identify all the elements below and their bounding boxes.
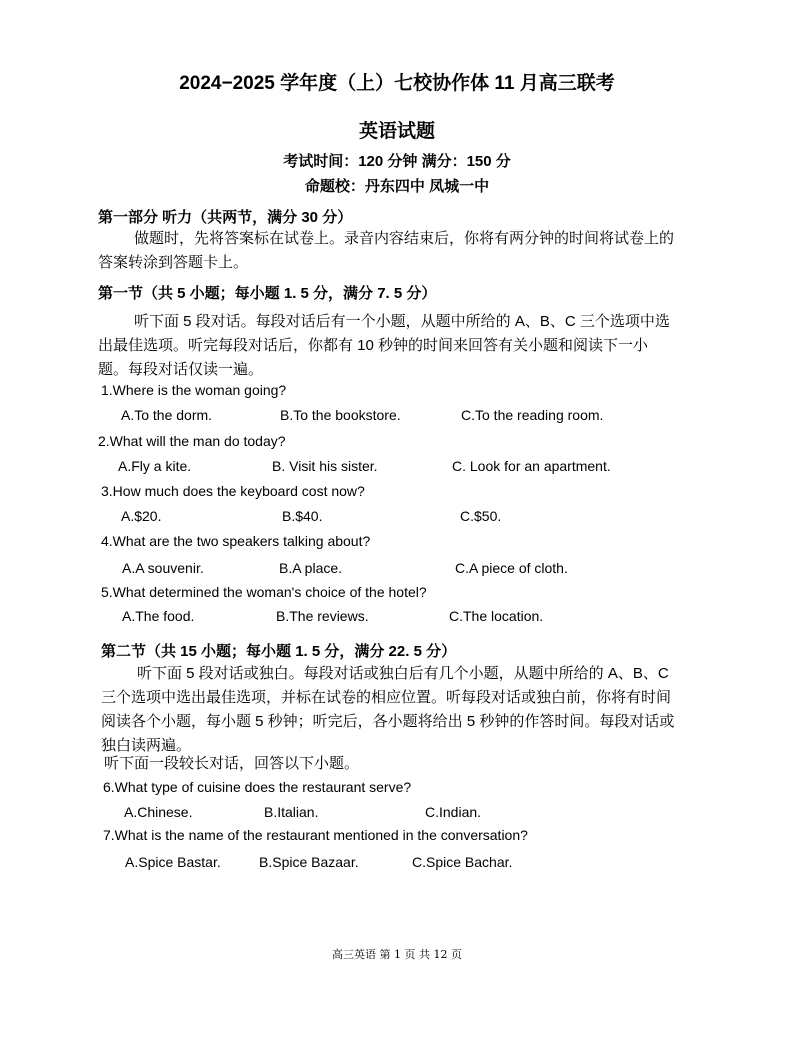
question-3: 3.How much does the keyboard cost now? [101,483,365,499]
question-4: 4.What are the two speakers talking about? [101,533,371,549]
question-1: 1.Where is the woman going? [101,382,287,398]
q3-option-c: C.$50. [460,508,502,524]
q5-option-b: B.The reviews. [276,608,369,624]
part1-heading: 第一部分 听力（共两节，满分 30 分） [98,209,353,226]
q7-option-b: B.Spice Bazaar. [259,854,359,870]
subject-title: 英语试题 [358,121,435,142]
q5-option-c: C.The location. [449,608,544,624]
question-7: 7.What is the name of the restaurant mentioned in the conversation? [103,827,528,843]
exam-title: 2024−2025 学年度（上）七校协作体 11 月高三联考 [179,73,615,94]
q7-option-a: A.Spice Bastar. [125,854,221,870]
question-2: 2.What will the man do today? [98,433,286,449]
q4-option-a: A.A souvenir. [122,560,204,576]
q1-option-a: A.To the dorm. [121,407,213,423]
section1-heading: 第一节（共 5 小题；每小题 1. 5 分，满分 7. 5 分） [98,285,437,302]
q3-option-a: A.$20. [121,508,162,524]
part1-instruction: 做题时，先将答案标在试卷上。录音内容结束后，你将有两分钟的时间将试卷上的答案转涂到答题卡上。 [98,230,675,271]
q4-option-c: C.A piece of cloth. [455,560,568,576]
section2-sub-instruction: 听下面一段较长对话，回答以下小题。 [104,755,360,772]
q3-option-b: B.$40. [282,508,323,524]
q1-option-b: B.To the bookstore. [280,407,401,423]
q2-option-a: A.Fly a kite. [118,458,192,474]
question-5: 5.What determined the woman's choice of the hotel? [101,584,427,600]
question-6: 6.What type of cuisine does the restaurant serve? [103,779,412,795]
q1-option-c: C.To the reading room. [461,407,604,423]
section2-heading: 第二节（共 15 小题；每小题 1. 5 分，满分 22. 5 分） [101,643,457,660]
page-footer: 高三英语 第 1 页 共 12 页 [332,948,462,961]
q2-option-c: C. Look for an apartment. [452,458,611,474]
q7-option-c: C.Spice Bachar. [412,854,513,870]
section1-instruction: 听下面 5 段对话。每段对话后有一个小题，从题中所给的 A、B、C 三个选项中选出最佳选项。听完每段对话后，你都有 10 秒钟的时间来回答有关小题和阅读下一小题。每段对话仅读一遍。 [98,313,670,378]
q6-option-b: B.Italian. [264,804,319,820]
q2-option-b: B. Visit his sister. [272,458,378,474]
exam-info: 考试时间：120 分钟 满分：150 分 [283,153,511,170]
q5-option-a: A.The food. [122,608,195,624]
q6-option-a: A.Chinese. [124,804,193,820]
q6-option-c: C.Indian. [425,804,482,820]
q4-option-b: B.A place. [279,560,343,576]
setter-schools: 命题校：丹东四中 凤城一中 [304,178,490,195]
section2-instruction: 听下面 5 段对话或独白。每段对话或独白后有几个小题，从题中所给的 A、B、C 三个选项中选出最佳选项，并标在试卷的相应位置。听每段对话或独白前，你将有时间阅读各个小题，每小题 5 秒钟；听完后，各小题将给出 5 秒钟的作答时间。每段对话或独白读两遍。 [101,665,675,754]
